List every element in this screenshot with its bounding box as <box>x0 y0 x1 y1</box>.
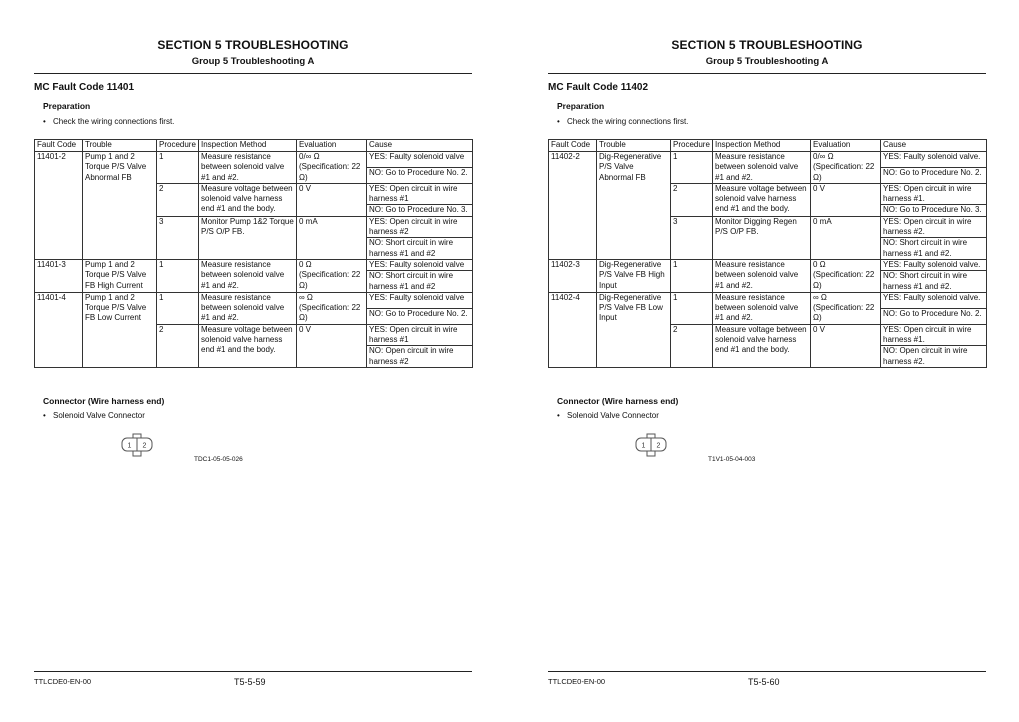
document-code: TTLCDE0-EN-00 <box>548 677 606 686</box>
trouble-cell: Dig-Regenerative P/S Valve FB Low Input <box>597 292 671 367</box>
bullet-icon: • <box>557 411 560 420</box>
page-left <box>34 0 504 722</box>
header-rule <box>34 73 472 74</box>
table-row <box>549 259 987 270</box>
column-header: Procedure <box>671 140 713 152</box>
procedure-cell: 1 <box>671 292 713 324</box>
cause-cell: YES: Open circuit in wire harness #1. <box>881 183 987 205</box>
fault-table <box>548 139 987 368</box>
table-header-row <box>35 140 473 152</box>
connector-bullet <box>43 411 145 420</box>
fault-code-cell: 11401-3 <box>35 259 83 292</box>
cause-cell: NO: Go to Procedure No. 2. <box>367 167 473 183</box>
preparation-heading: Preparation <box>557 101 605 111</box>
trouble-cell: Dig-Regenerative P/S Valve Abnormal FB <box>597 152 671 260</box>
cause-cell: YES: Faulty solenoid valve. <box>881 152 987 168</box>
evaluation-cell: ∞ Ω (Specification: 22 Ω) <box>811 292 881 324</box>
fault-table <box>34 139 473 368</box>
procedure-cell: 1 <box>157 292 199 324</box>
table-row <box>35 259 473 270</box>
preparation-text: Check the wiring connections first. <box>53 117 175 126</box>
trouble-cell: Pump 1 and 2 Torque P/S Valve FB High Current <box>83 259 157 292</box>
column-header: Trouble <box>597 140 671 152</box>
procedure-cell: 2 <box>671 324 713 367</box>
connector-pin-2: 2 <box>656 442 661 450</box>
evaluation-cell: 0 V <box>811 183 881 216</box>
evaluation-cell: ∞ Ω (Specification: 22 Ω) <box>297 292 367 324</box>
page-number: T5-5-59 <box>234 677 266 687</box>
section-title: SECTION 5 TROUBLESHOOTING <box>671 38 863 52</box>
evaluation-cell: 0 V <box>297 324 367 367</box>
cause-cell: NO: Open circuit in wire harness #2. <box>881 346 987 368</box>
footer-rule <box>34 671 472 672</box>
table-row <box>549 292 987 308</box>
fault-code-title: MC Fault Code 11402 <box>548 82 649 93</box>
column-header: Procedure <box>157 140 199 152</box>
preparation-bullet <box>43 117 174 126</box>
cause-cell: NO: Short circuit in wire harness #1 and #2 <box>367 238 473 260</box>
procedure-cell: 2 <box>157 324 199 367</box>
connector-heading: Connector (Wire harness end) <box>557 396 679 406</box>
preparation-bullet <box>557 117 688 126</box>
cause-cell: YES: Faulty solenoid valve <box>367 152 473 168</box>
document-code: TTLCDE0-EN-00 <box>34 677 92 686</box>
inspection-method-cell: Measure resistance between solenoid valve #1 and #2. <box>199 292 297 324</box>
header-rule <box>548 73 986 74</box>
inspection-method-cell: Measure voltage between solenoid valve harness end #1 and the body. <box>199 324 297 367</box>
procedure-cell: 2 <box>157 183 199 216</box>
procedure-cell: 1 <box>157 152 199 184</box>
fault-code-cell: 11401-2 <box>35 152 83 260</box>
cause-cell: YES: Faulty solenoid valve <box>367 292 473 308</box>
bullet-icon: • <box>43 117 46 126</box>
fault-code-title: MC Fault Code 11401 <box>34 82 135 93</box>
column-header: Evaluation <box>297 140 367 152</box>
column-header: Trouble <box>83 140 157 152</box>
procedure-cell: 2 <box>671 183 713 216</box>
cause-cell: NO: Open circuit in wire harness #2 <box>367 346 473 368</box>
column-header: Fault Code <box>35 140 83 152</box>
connector-pin-2: 2 <box>142 442 147 450</box>
cause-cell: NO: Go to Procedure No. 3. <box>881 205 987 216</box>
column-header: Cause <box>367 140 473 152</box>
inspection-method-cell: Measure voltage between solenoid valve harness end #1 and the body. <box>713 324 811 367</box>
connector-diagram-icon <box>634 432 668 458</box>
cause-cell: NO: Short circuit in wire harness #1 and #2. <box>881 271 987 293</box>
trouble-cell: Pump 1 and 2 Torque P/S Valve Abnormal FB <box>83 152 157 260</box>
figure-code: T1V1-05-04-003 <box>708 456 756 463</box>
procedure-cell: 1 <box>157 259 199 292</box>
evaluation-cell: 0 mA <box>811 216 881 259</box>
cause-cell: NO: Go to Procedure No. 2. <box>367 308 473 324</box>
preparation-heading: Preparation <box>43 101 91 111</box>
cause-cell: YES: Open circuit in wire harness #1 <box>367 183 473 205</box>
trouble-cell: Dig-Regenerative P/S Valve FB High Input <box>597 259 671 292</box>
evaluation-cell: 0 V <box>811 324 881 367</box>
inspection-method-cell: Measure resistance between solenoid valve #1 and #2. <box>713 152 811 184</box>
procedure-cell: 3 <box>157 216 199 259</box>
connector-diagram-icon <box>120 432 154 458</box>
inspection-method-cell: Measure resistance between solenoid valve #1 and #2. <box>199 152 297 184</box>
cause-cell: YES: Faulty solenoid valve. <box>881 259 987 270</box>
cause-cell: NO: Go to Procedure No. 2. <box>881 308 987 324</box>
cause-cell: NO: Short circuit in wire harness #1 and #2. <box>881 238 987 260</box>
inspection-method-cell: Measure voltage between solenoid valve harness end #1 and the body. <box>199 183 297 216</box>
cause-cell: YES: Open circuit in wire harness #2 <box>367 216 473 238</box>
cause-cell: YES: Open circuit in wire harness #1 <box>367 324 473 346</box>
connector-text: Solenoid Valve Connector <box>567 411 659 420</box>
column-header: Inspection Method <box>199 140 297 152</box>
cause-cell: YES: Faulty solenoid valve. <box>881 292 987 308</box>
group-title: Group 5 Troubleshooting A <box>705 56 829 67</box>
cause-cell: NO: Go to Procedure No. 3. <box>367 205 473 216</box>
inspection-method-cell: Monitor Digging Regen P/S O/P FB. <box>713 216 811 259</box>
page-number: T5-5-60 <box>748 677 780 687</box>
table-row <box>549 152 987 168</box>
fault-code-cell: 11401-4 <box>35 292 83 367</box>
inspection-method-cell: Measure resistance between solenoid valve #1 and #2. <box>713 292 811 324</box>
inspection-method-cell: Measure resistance between solenoid valve #1 and #2. <box>713 259 811 292</box>
connector-pin-1: 1 <box>641 442 646 450</box>
evaluation-cell: 0 mA <box>297 216 367 259</box>
group-title: Group 5 Troubleshooting A <box>191 56 315 67</box>
fault-code-cell: 11402-2 <box>549 152 597 260</box>
cause-cell: NO: Short circuit in wire harness #1 and #2 <box>367 271 473 293</box>
evaluation-cell: 0/∞ Ω (Specification: 22 Ω) <box>297 152 367 184</box>
connector-bullet <box>557 411 659 420</box>
evaluation-cell: 0 Ω (Specification: 22 Ω) <box>297 259 367 292</box>
bullet-icon: • <box>557 117 560 126</box>
cause-cell: YES: Open circuit in wire harness #1. <box>881 324 987 346</box>
footer-rule <box>548 671 986 672</box>
figure-code: TDC1-05-05-026 <box>194 456 243 463</box>
trouble-cell: Pump 1 and 2 Torque P/S Valve FB Low Current <box>83 292 157 367</box>
column-header: Fault Code <box>549 140 597 152</box>
connector-heading: Connector (Wire harness end) <box>43 396 165 406</box>
table-row <box>35 152 473 168</box>
table-header-row <box>549 140 987 152</box>
connector-pin-1: 1 <box>127 442 132 450</box>
procedure-cell: 3 <box>671 216 713 259</box>
inspection-method-cell: Measure voltage between solenoid valve harness end #1 and the body. <box>713 183 811 216</box>
column-header: Inspection Method <box>713 140 811 152</box>
fault-code-cell: 11402-3 <box>549 259 597 292</box>
column-header: Evaluation <box>811 140 881 152</box>
inspection-method-cell: Monitor Pump 1&2 Torque P/S O/P FB. <box>199 216 297 259</box>
cause-cell: YES: Open circuit in wire harness #2. <box>881 216 987 238</box>
page-right <box>548 0 1018 722</box>
cause-cell: NO: Go to Procedure No. 2. <box>881 167 987 183</box>
bullet-icon: • <box>43 411 46 420</box>
table-row <box>35 292 473 308</box>
connector-text: Solenoid Valve Connector <box>53 411 145 420</box>
procedure-cell: 1 <box>671 152 713 184</box>
evaluation-cell: 0 Ω (Specification: 22 Ω) <box>811 259 881 292</box>
preparation-text: Check the wiring connections first. <box>567 117 689 126</box>
inspection-method-cell: Measure resistance between solenoid valve #1 and #2. <box>199 259 297 292</box>
evaluation-cell: 0 V <box>297 183 367 216</box>
section-title: SECTION 5 TROUBLESHOOTING <box>157 38 349 52</box>
evaluation-cell: 0/∞ Ω (Specification: 22 Ω) <box>811 152 881 184</box>
cause-cell: YES: Faulty solenoid valve <box>367 259 473 270</box>
column-header: Cause <box>881 140 987 152</box>
fault-code-cell: 11402-4 <box>549 292 597 367</box>
procedure-cell: 1 <box>671 259 713 292</box>
